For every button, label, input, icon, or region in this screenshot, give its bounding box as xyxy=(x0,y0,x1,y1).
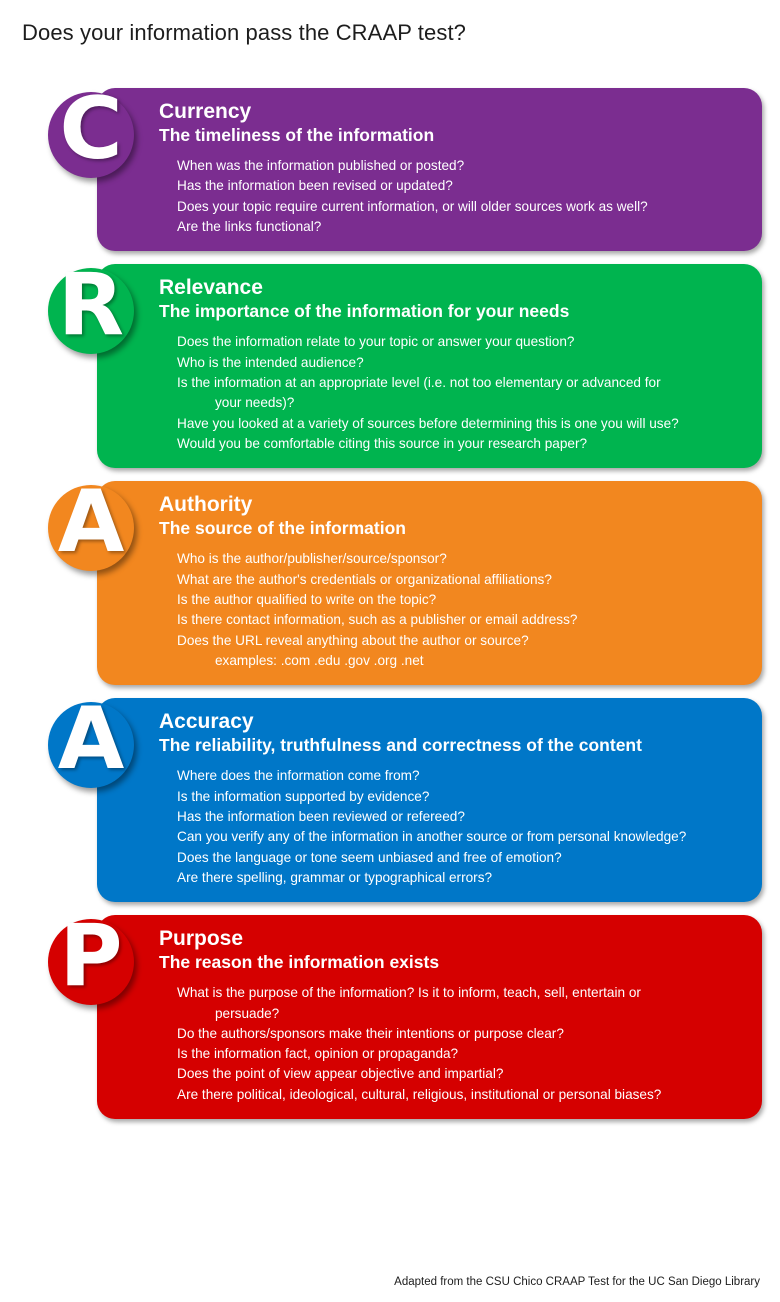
criteria-question: Are the links functional? xyxy=(177,219,322,235)
criteria-card xyxy=(0,255,780,468)
criteria-heading: Currency xyxy=(159,100,252,123)
criteria-question: Have you looked at a variety of sources before determining this is one you will use? xyxy=(177,415,679,431)
criteria-letter-badge xyxy=(48,689,134,790)
criteria-letter: C xyxy=(59,79,123,179)
criteria-question-list xyxy=(159,766,744,887)
criteria-question-list xyxy=(159,549,744,670)
criteria-question: Where does the information come from? xyxy=(177,768,420,784)
criteria-card xyxy=(0,906,780,1119)
criteria-letter-badge xyxy=(48,79,134,179)
criteria-question: Is the author qualified to write on the topic? xyxy=(177,591,437,607)
criteria-subheading: The reliability, truthfulness and correctness of the content xyxy=(159,735,642,756)
page-title: Does your information pass the CRAAP test? xyxy=(22,20,467,45)
criteria-card-list xyxy=(0,79,780,1132)
criteria-letter-badge xyxy=(48,906,134,1007)
criteria-letter-badge xyxy=(48,472,134,573)
criteria-card xyxy=(0,689,780,902)
criteria-question: Would you be comfortable citing this source in your research paper? xyxy=(177,435,588,451)
criteria-question: Are there spelling, grammar or typographical errors? xyxy=(177,869,493,885)
criteria-question: Does the point of view appear objective and impartial? xyxy=(177,1066,504,1082)
criteria-card xyxy=(0,472,780,685)
criteria-subheading: The timeliness of the information xyxy=(159,125,435,146)
criteria-question: Is there contact information, such as a publisher or email address? xyxy=(177,612,578,628)
criteria-letter: P xyxy=(59,906,123,1007)
criteria-card-body xyxy=(97,915,762,1119)
criteria-question: Does your topic require current information, or will older sources work as well? xyxy=(177,198,648,214)
criteria-subheading: The importance of the information for your needs xyxy=(159,301,570,322)
criteria-subheading: The reason the information exists xyxy=(159,952,440,973)
criteria-card-body xyxy=(97,88,762,251)
criteria-question: Does the URL reveal anything about the author or source? xyxy=(177,632,529,648)
criteria-card-body xyxy=(97,264,762,468)
criteria-question: What is the purpose of the information? Is it to inform, teach, sell, entertain or xyxy=(177,985,641,1001)
criteria-letter: A xyxy=(57,472,125,573)
criteria-question: Does the information relate to your topic or answer your question? xyxy=(177,334,575,350)
criteria-question: your needs)? xyxy=(215,395,295,411)
criteria-question: Are there political, ideological, cultural, religious, institutional or personal biases? xyxy=(177,1086,662,1102)
criteria-question: Who is the intended audience? xyxy=(177,354,364,370)
criteria-question: Who is the author/publisher/source/sponsor? xyxy=(177,551,447,567)
criteria-card-body xyxy=(97,481,762,685)
criteria-question: Does the language or tone seem unbiased and free of emotion? xyxy=(177,849,562,865)
criteria-question-list xyxy=(159,332,744,453)
attribution-note: Adapted from the CSU Chico CRAAP Test for the UC San Diego Library xyxy=(394,1276,760,1288)
criteria-question: When was the information published or posted? xyxy=(177,158,465,174)
criteria-question-list xyxy=(159,983,744,1104)
criteria-heading: Purpose xyxy=(159,927,244,951)
criteria-question-list xyxy=(159,156,744,236)
criteria-question: Has the information been revised or updated? xyxy=(177,178,453,194)
criteria-question: Is the information at an appropriate level (i.e. not too elementary or advanced for xyxy=(177,375,661,391)
criteria-heading: Relevance xyxy=(159,276,263,300)
criteria-subheading: The source of the information xyxy=(159,518,406,539)
criteria-question: Is the information supported by evidence? xyxy=(177,788,430,804)
criteria-question: Is the information fact, opinion or propaganda? xyxy=(177,1046,459,1062)
criteria-question: examples: .com .edu .gov .org .net xyxy=(215,652,424,668)
criteria-letter-badge xyxy=(48,255,134,356)
criteria-question: persuade? xyxy=(215,1005,280,1021)
criteria-letter: R xyxy=(57,255,125,356)
criteria-card xyxy=(0,79,780,251)
criteria-card-body xyxy=(97,698,762,902)
criteria-question: What are the author's credentials or organizational affiliations? xyxy=(177,571,552,587)
criteria-question: Has the information been reviewed or refereed? xyxy=(177,808,465,824)
criteria-question: Do the authors/sponsors make their intentions or purpose clear? xyxy=(177,1025,564,1041)
criteria-heading: Authority xyxy=(159,493,253,517)
criteria-letter: A xyxy=(57,689,125,790)
criteria-question: Can you verify any of the information in another source or from personal knowledge? xyxy=(177,829,687,845)
criteria-heading: Accuracy xyxy=(159,710,254,734)
